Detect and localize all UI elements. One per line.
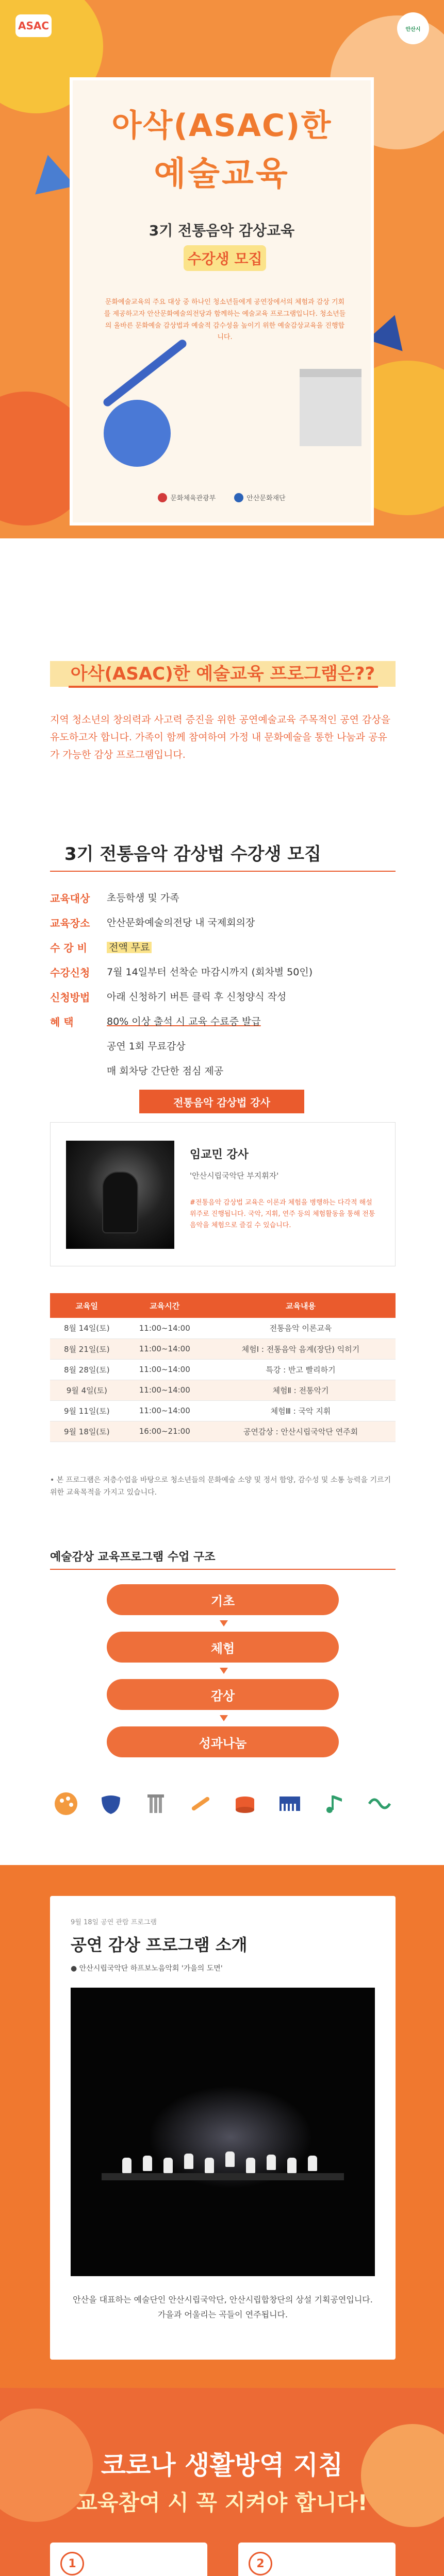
instructor-tab: 전통음악 감상법 강사 <box>139 1090 304 1113</box>
info-row <box>50 1035 396 1059</box>
column-icon <box>140 1788 172 1820</box>
info-value: 80% 이상 출석 시 교육 수료증 발급 <box>107 1016 261 1027</box>
column-header: 교육일 <box>50 1293 124 1318</box>
info-label <box>50 1035 107 1039</box>
palette-icon <box>50 1788 82 1820</box>
info-row <box>50 911 396 936</box>
hero-description: 문화예술교육의 주요 대상 중 하나인 청소년들에게 공연장에서의 체험과 감상 기회를 제공하고자 안산문화예술의전당과 함께하는 예술교육 프로그램입니다. 청소년들의 올바른 문화예술 감상법과 예술적 감수성을 높이기 위한 예술감상교육을 진행합니다. <box>104 298 346 342</box>
instructor-card <box>50 1122 396 1266</box>
wave-icon <box>364 1788 396 1820</box>
intro-heading-text: 아삭(ASAC)한 예술교육 프로그램은?? <box>70 664 375 684</box>
flute-illustration <box>102 338 188 408</box>
info-label <box>50 1059 107 1063</box>
info-row <box>50 1010 396 1035</box>
drum-illustration <box>104 400 171 467</box>
rule-number: 1 <box>60 2552 84 2575</box>
divider <box>50 871 396 872</box>
divider <box>50 1569 396 1570</box>
table-row: 8월 28일(토) 11:00~14:00 특강 : 반고 빨리하기 <box>50 1359 396 1380</box>
drum-icon <box>229 1788 261 1820</box>
table-row: 9월 18일(토) 16:00~21:00 공연감상 : 안산시립국악단 연주회 <box>50 1421 396 1442</box>
decor-triangle <box>28 150 76 194</box>
mask-icon <box>95 1788 127 1820</box>
flow-title: 예술감상 교육프로그램 수업 구조 <box>50 1551 216 1564</box>
sponsor-ansan: 안산문화재단 <box>234 493 285 502</box>
performance-kicker: 9월 18일 공연 관람 프로그램 <box>71 1919 157 1926</box>
column-header: 교육내용 <box>206 1293 396 1318</box>
hero-card <box>70 77 374 526</box>
performance-title: 공연 감상 프로그램 소개 <box>71 1935 248 1955</box>
info-value: 안산문화예술의전당 내 국제회의장 <box>107 917 255 928</box>
column-header: 교육시간 <box>124 1293 206 1318</box>
info-row <box>50 985 396 1010</box>
instructor-title: '안산시립국악단 부지휘자' <box>190 1171 279 1180</box>
recruit-title: 3기 전통음악 감상법 수강생 모집 <box>64 844 321 865</box>
recruit-info <box>50 886 396 1084</box>
covid-heading: 코로나 생활방역 지침 <box>101 2450 343 2480</box>
instructor-name: 임교민 강사 <box>190 1148 249 1161</box>
hero-title-line1: 아삭(ASAC)한 <box>111 108 332 144</box>
intro-heading <box>50 652 396 693</box>
recruit-badge: 수강생 모집 <box>184 245 266 271</box>
table-row: 9월 4일(토) 11:00~14:00 체험Ⅱ : 전통악기 <box>50 1380 396 1400</box>
hero-title-line2: 예술교육 <box>154 155 290 193</box>
flow-step: 성과나눔 <box>107 1726 339 1757</box>
info-label: 교육장소 <box>50 917 90 929</box>
sponsor-mcst: 문화체육관광부 <box>158 493 216 502</box>
covid-guidelines <box>0 2388 444 2576</box>
performance-description: 안산을 대표하는 예술단인 안산시립국악단, 안산시립합창단의 상설 기획공연입니다. 가을과 어울리는 곡들이 연주됩니다. <box>73 2295 373 2319</box>
info-value: 아래 신청하기 버튼 클릭 후 신청양식 작성 <box>107 991 287 1003</box>
info-row <box>50 936 396 960</box>
info-row <box>50 1059 396 1084</box>
schedule-table <box>50 1293 396 1442</box>
info-value: 7월 14일부터 선착순 마감시까지 (회차별 50인) <box>107 967 313 978</box>
rule-card <box>238 2543 396 2576</box>
pillar-illustration <box>300 369 361 446</box>
table-row: 8월 14일(토) 11:00~14:00 전통음악 이론교육 <box>50 1318 396 1338</box>
schedule-note: • 본 프로그램은 저층수업을 바탕으로 청소년들의 문화예술 소양 및 정서 함양, 감수성 및 소통 능력을 기르기 위한 교육목적을 가지고 있습니다. <box>50 1476 391 1497</box>
hero-subtitle: 3기 전통음악 감상교육 <box>149 222 295 239</box>
instructor-photo <box>66 1141 174 1249</box>
mcst-emblem-icon <box>158 493 167 502</box>
info-label: 교육대상 <box>50 892 90 905</box>
down-arrow-icon <box>220 1668 228 1674</box>
music-note-icon <box>319 1788 351 1820</box>
decor-triangle <box>367 309 413 351</box>
performance-subtitle: ● 안산시립국악단 하프보노음악회 '가을의 도면' <box>71 1964 223 1973</box>
info-label: 혜 택 <box>50 1016 74 1028</box>
info-value: 초등학생 및 가족 <box>107 892 179 904</box>
piano-icon <box>274 1788 306 1820</box>
intro-body: 지역 청소년의 창의력과 사고력 증진을 위한 공연예술교육 주목적인 공연 감상을 유도하고자 합니다. 가족이 함께 참여하여 가정 내 문화예술을 통한 나눔과 공유가 가능한 감상 프로그램입니다. <box>50 714 391 761</box>
info-value: 공연 1회 무료감상 <box>107 1041 186 1052</box>
table-row: 9월 11일(토) 11:00~14:00 체험Ⅲ : 국악 지휘 <box>50 1400 396 1421</box>
instructor-bio: #전통음악 감상법 교육은 이론과 체험을 병행하는 다각적 해설 위주로 진행됩니다. 국악, 지휘, 연주 등의 체험활동을 통해 전통음악을 체험으로 즐길 수 있습니다. <box>190 1199 375 1230</box>
sponsor-logos <box>73 493 371 502</box>
performance-photo <box>71 1988 375 2276</box>
table-row: 8월 21일(토) 11:00~14:00 체험Ⅰ : 전통음악 음계(장단) 익히기 <box>50 1338 396 1359</box>
flow-step: 감상 <box>107 1679 339 1710</box>
icon-strip <box>50 1788 396 1820</box>
info-label: 신청방법 <box>50 991 90 1004</box>
flow-step: 체험 <box>107 1632 339 1663</box>
city-logo: 안산시 <box>397 12 429 44</box>
info-label: 수강신청 <box>50 967 90 979</box>
rule-card <box>50 2543 207 2576</box>
ansan-emblem-icon <box>234 493 243 502</box>
info-row <box>50 886 396 911</box>
down-arrow-icon <box>220 1620 228 1626</box>
flow-step: 기초 <box>107 1584 339 1615</box>
performance-section <box>0 1865 444 2388</box>
covid-subheading: 교육참여 시 꼭 지켜야 합니다! <box>76 2490 368 2515</box>
rule-number: 2 <box>249 2552 272 2575</box>
info-value: 전액 무료 <box>107 942 152 953</box>
flute-icon <box>185 1788 217 1820</box>
asac-logo: ASAC <box>15 14 52 37</box>
info-value: 매 회차당 간단한 점심 제공 <box>107 1065 224 1077</box>
info-label: 수 강 비 <box>50 942 87 954</box>
hero-banner <box>0 0 444 538</box>
down-arrow-icon <box>220 1715 228 1721</box>
info-row <box>50 960 396 985</box>
performance-card <box>50 1896 396 2360</box>
